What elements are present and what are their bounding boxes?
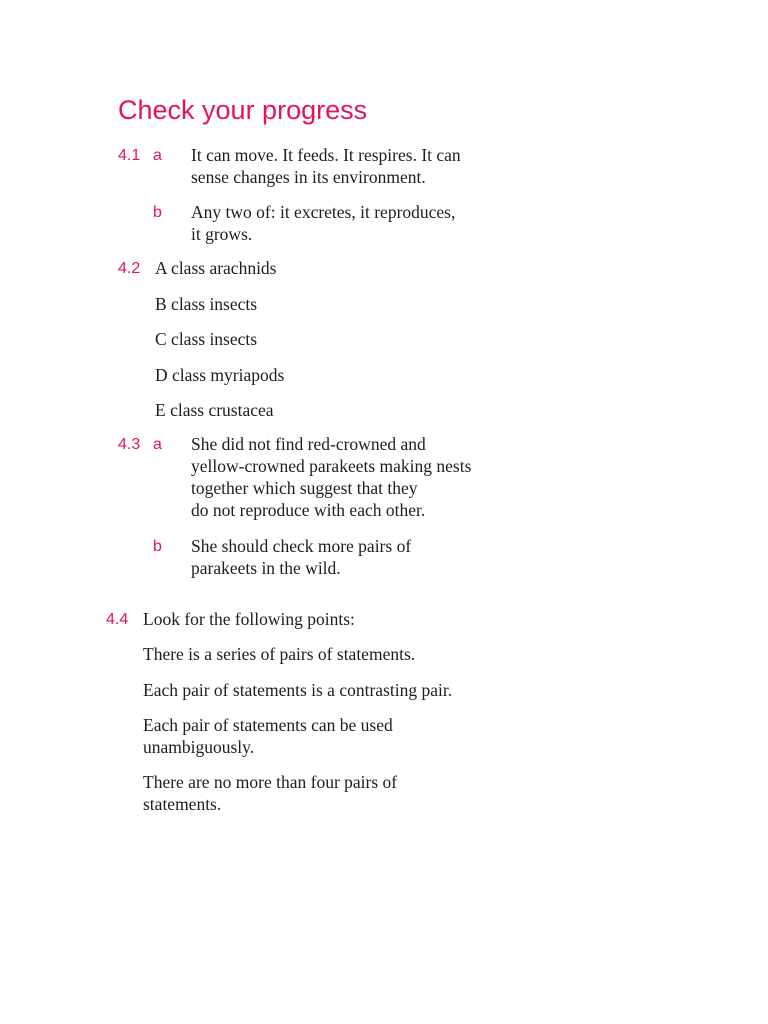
page-title: Check your progress (118, 95, 368, 125)
question-number-4-1: 4.1 (118, 147, 141, 164)
answer-line: statements. (143, 794, 222, 814)
part-letter-4-1-a: a (153, 147, 162, 164)
answer-line: parakeets in the wild. (191, 558, 341, 578)
answer-4-4-point-3 (143, 714, 393, 758)
answer-4-4-intro: Look for the following points: (143, 609, 355, 629)
answer-line: together which suggest that they (191, 478, 418, 498)
answer-4-2-item-e: E class crustacea (155, 400, 274, 420)
answer-line: Each pair of statements is a contrasting pair. (143, 680, 453, 700)
question-number-4-3: 4.3 (118, 436, 141, 453)
answer-line: She did not find red-crowned and (191, 434, 426, 454)
question-number-4-2: 4.2 (118, 260, 141, 277)
answer-line: do not reproduce with each other. (191, 500, 426, 520)
answer-line: She should check more pairs of (191, 536, 412, 556)
answer-line: yellow-crowned parakeets making nests (191, 456, 472, 476)
answer-4-4-point-2 (143, 679, 452, 701)
answer-line: sense changes in its environment. (191, 167, 426, 187)
answer-4-4-point-1 (143, 643, 415, 665)
answer-line: unambiguously. (143, 737, 255, 757)
answer-4-3-b (191, 535, 411, 579)
answer-4-2-item-d: D class myriapods (155, 365, 285, 385)
part-letter-4-1-b: b (153, 204, 162, 221)
answer-4-2-item-b: B class insects (155, 294, 258, 314)
answer-line: There are no more than four pairs of (143, 772, 398, 792)
answer-line: It can move. It feeds. It respires. It can (191, 145, 461, 165)
answer-4-3-a (191, 433, 471, 521)
answer-line: There is a series of pairs of statements. (143, 644, 416, 664)
answer-line: Each pair of statements can be used (143, 715, 393, 735)
answer-4-2-item-c: C class insects (155, 329, 258, 349)
part-letter-4-3-b: b (153, 538, 162, 555)
question-number-4-4: 4.4 (106, 611, 129, 628)
answer-line: it grows. (191, 224, 253, 244)
answer-4-2-item-a: A class arachnids (155, 258, 277, 278)
part-letter-4-3-a: a (153, 436, 162, 453)
answer-4-1-b (191, 201, 455, 245)
answer-line: Any two of: it excretes, it reproduces, (191, 202, 456, 222)
answer-4-4-point-4 (143, 771, 397, 815)
answer-4-1-a (191, 144, 461, 188)
